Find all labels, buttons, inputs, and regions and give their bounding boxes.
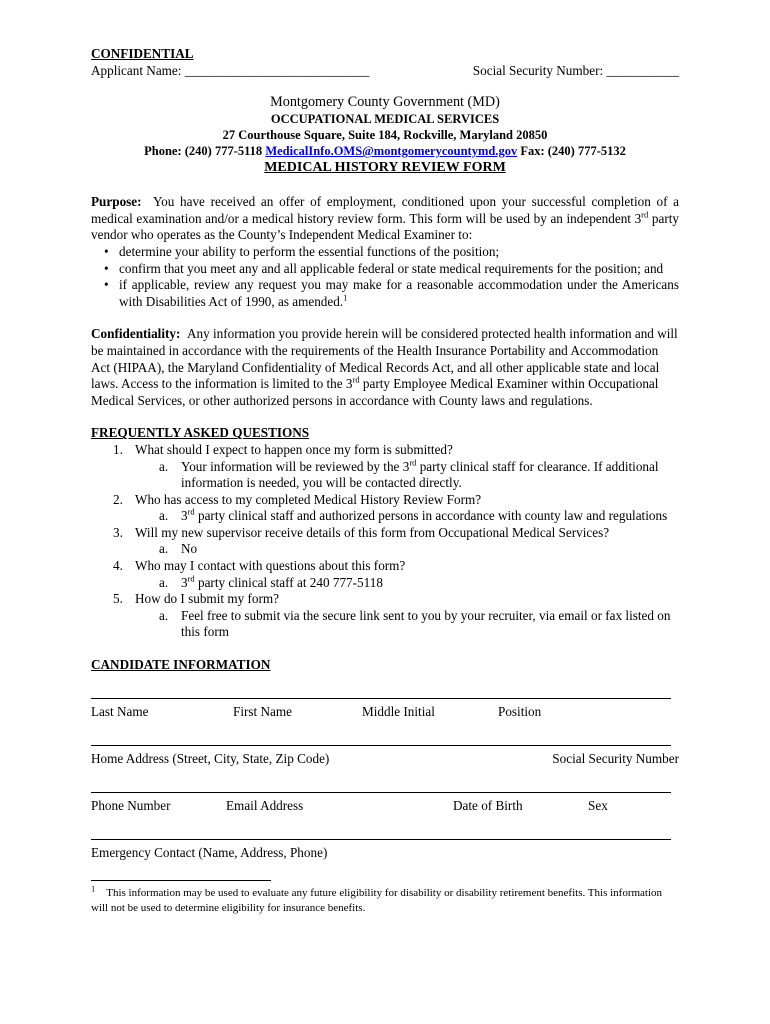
faq-question: How do I submit my form? [135, 591, 279, 607]
emergency-contact-line[interactable] [91, 831, 671, 840]
faq-section [91, 425, 679, 641]
faq-answer-text: party clinical staff at 240 777-5118 [197, 574, 383, 590]
faq-answer-text: 3 [181, 508, 188, 524]
purpose-sup: rd [641, 209, 649, 220]
faq-item [113, 558, 679, 591]
faq-answer [135, 608, 679, 641]
purpose-bullet-text: if applicable, review any request you may make for a reasonable accommodation under the Americans with Disabilities Act of 1990, as amended. [119, 277, 679, 309]
phone-number-label: Phone Number [91, 797, 171, 813]
confidentiality-paragraph [91, 326, 679, 409]
faq-number: 5. [113, 591, 123, 607]
confidentiality-label: Confidentiality: [91, 326, 181, 342]
purpose-label: Purpose: [91, 194, 142, 210]
faq-answer-sup: rd [187, 573, 195, 584]
faq-answer-text: 3 [181, 574, 188, 590]
faq-question: Will my new supervisor receive details of this form from Occupational Medical Services? [135, 524, 610, 540]
form-page [91, 46, 679, 916]
candidate-title: CANDIDATE INFORMATION [91, 657, 271, 673]
phone-number: Phone: (240) 777-5118 [144, 144, 263, 159]
faq-answer [135, 459, 679, 492]
faq-item [113, 591, 679, 641]
faq-answer [135, 575, 679, 592]
sex-label: Sex [588, 797, 608, 813]
purpose-bullet: • confirm that you meet any and all applicable federal or state medical requirements for the position; and [119, 261, 679, 278]
ssn-label: Social Security Number [552, 750, 679, 766]
faq-question: Who has access to my completed Medical History Review Form? [135, 491, 482, 507]
purpose-bullets [91, 244, 679, 310]
contact-details-labels [91, 798, 679, 815]
emergency-contact-label: Emergency Contact (Name, Address, Phone) [91, 844, 328, 860]
confidentiality-sup: rd [352, 374, 360, 385]
candidate-section [91, 657, 679, 862]
faq-answer [135, 508, 679, 525]
faq-answer-letter: a. [159, 541, 169, 557]
position-label: Position [498, 703, 542, 719]
applicant-name-field[interactable]: Applicant Name: ____________________________ [91, 62, 370, 78]
purpose-section [91, 194, 679, 310]
faq-answer-letter: a. [159, 458, 169, 474]
footnote-divider [91, 880, 271, 881]
purpose-bullet: • determine your ability to perform the essential functions of the position; [119, 244, 679, 261]
footnote-number: 1 [91, 882, 96, 893]
office-name: OCCUPATIONAL MEDICAL SERVICES [270, 112, 500, 127]
faq-number: 2. [113, 491, 123, 507]
faq-item [113, 491, 679, 525]
purpose-text-2: party vendor who operates as the County’s Independent Medical Examiner to: [91, 210, 679, 243]
email-address-label: Email Address [226, 797, 304, 813]
ssn-field[interactable]: Social Security Number: ___________ [472, 62, 679, 78]
faq-answer-sup: rd [409, 457, 417, 468]
last-name-label: Last Name [91, 703, 149, 719]
name-position-labels [91, 704, 679, 721]
office-address: 27 Courthouse Square, Suite 184, Rockville, Maryland 20850 [222, 128, 548, 143]
confidentiality-text-2: party Employee Medical Examiner within Occupational Medical Services, or other authorized persons in accordance with County laws and regulations. [91, 376, 659, 408]
faq-number: 1. [113, 441, 123, 457]
footnote-text: This information may be used to evaluate any future eligibility for disability or disability retirement benefits. This information will not be used to determine eligibility for insurance benefits. [91, 886, 663, 914]
first-name-label: First Name [233, 703, 292, 719]
purpose-text-1: You have received an offer of employment, conditioned upon your successful completion of a medical examination and/or a medical history review form. This form will be used by an independent 3 [91, 194, 680, 226]
faq-number: 3. [113, 524, 123, 540]
confidentiality-section [91, 326, 679, 409]
footnote [91, 882, 679, 916]
confidentiality-text-1: Any information you provide herein will be considered protected health information and will be maintained in accordance with the requirements of the Health Insurance Portability and Accommodation Act (HIPAA), the Maryland Confidentiality of Medical Records Act, and all other applicable state and local laws. Access to the information is limited to the 3 [91, 326, 678, 392]
faq-answer-text: party clinical staff for clearance. If additional information is needed, you will be contacted directly. [181, 458, 659, 491]
faq-number: 4. [113, 558, 123, 574]
applicant-row [91, 63, 679, 80]
faq-list [91, 442, 679, 641]
email-link[interactable]: MedicalInfo.OMS@montgomerycountymd.gov [265, 144, 518, 159]
contact-details-line[interactable] [91, 784, 671, 793]
address-labels [91, 751, 679, 768]
faq-answer-letter: a. [159, 574, 169, 590]
form-title: MEDICAL HISTORY REVIEW FORM [264, 160, 506, 176]
faq-question: What should I expect to happen once my form is submitted? [135, 441, 453, 457]
confidential-heading: CONFIDENTIAL [91, 46, 194, 61]
faq-answer-letter: a. [159, 607, 169, 623]
purpose-paragraph [91, 194, 679, 244]
government-name: Montgomery County Government (MD) [270, 94, 500, 111]
faq-answer-text: No [181, 541, 198, 557]
faq-answer-text: Feel free to submit via the secure link sent to you by your recruiter, via email or fax listed on this form [181, 607, 671, 640]
purpose-bullet [119, 277, 679, 310]
faq-answer-sup: rd [187, 506, 195, 517]
faq-title: FREQUENTLY ASKED QUESTIONS [91, 425, 310, 441]
address-line[interactable] [91, 737, 671, 746]
faq-answer-letter: a. [159, 508, 169, 524]
name-position-line[interactable] [91, 690, 671, 699]
faq-question: Who may I contact with questions about this form? [135, 558, 406, 574]
faq-item [113, 524, 679, 558]
middle-initial-label: Middle Initial [362, 703, 435, 719]
date-of-birth-label: Date of Birth [453, 797, 523, 813]
home-address-label: Home Address (Street, City, State, Zip Code) [91, 750, 330, 766]
faq-item [113, 441, 679, 492]
footnote-ref: 1 [343, 292, 348, 303]
contact-line [91, 143, 679, 159]
faq-answer [135, 541, 679, 558]
faq-answer-text: Your information will be reviewed by the 3 [181, 458, 410, 474]
fax-number: Fax: (240) 777-5132 [520, 144, 626, 159]
emergency-contact-labels [91, 845, 679, 862]
faq-answer-text: party clinical staff and authorized persons in accordance with county law and regulations [197, 508, 668, 524]
